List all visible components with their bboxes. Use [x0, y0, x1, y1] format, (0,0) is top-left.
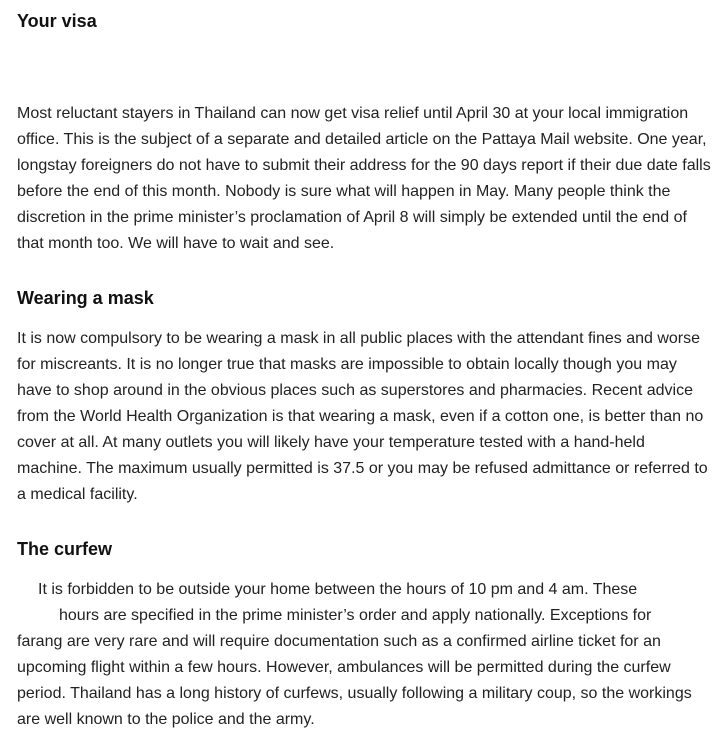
curfew-line-2: hours are specified in the prime minister’s order and apply nationally. Exceptions for [59, 607, 652, 624]
section-heading-visa: Your visa [17, 11, 97, 31]
section-paragraph-curfew [17, 577, 707, 733]
section-paragraph-visa: Most reluctant stayers in Thailand can now get visa relief until April 30 at your local immigration office. This is the subject of a separate and detailed article on the Pattaya Mail website. One year, longstay foreigners do not have to submit their address for the 90 days report if their due date falls before the end of this month. Nobody is sure what will happen in May. Many people think the discretion in the prime minister’s proclamation of April 8 will simply be extended until the end of that month too. We will have to wait and see. [17, 105, 711, 252]
section-heading-curfew: The curfew [17, 539, 113, 559]
curfew-line-1: It is forbidden to be outside your home between the hours of 10 pm and 4 am. These [38, 581, 638, 598]
section-paragraph-mask: It is now compulsory to be wearing a mask in all public places with the attendant fines and worse for miscreants. It is no longer true that masks are impossible to obtain locally though you may have to shop around in the obvious places such as superstores and pharmacies. Recent advice from the World Health Organization is that wearing a mask, even if a cotton one, is better than no cover at all. At many outlets you will likely have your temperature tested with a hand-held machine. The maximum usually permitted is 37.5 or you may be refused admittance or referred to a medical facility. [17, 330, 708, 503]
section-heading-mask: Wearing a mask [17, 288, 154, 308]
curfew-rest: farang are very rare and will require documentation such as a confirmed airline ticket for an upcoming flight within a few hours. However, ambulances will be permitted during the curfew period. Thailand has a long history of curfews, usually following a military coup, so the workings are well known to the police and the army. [17, 633, 692, 728]
